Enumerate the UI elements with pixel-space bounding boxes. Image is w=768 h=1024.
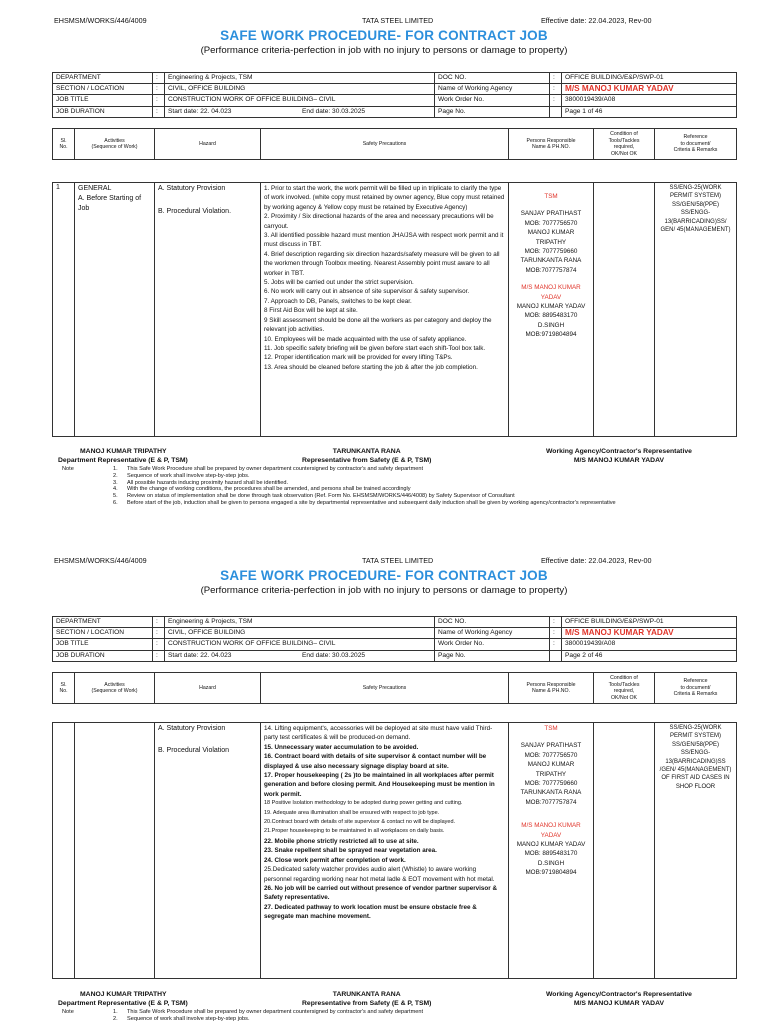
precaution-item: 6. No work will carry out in absence of site supervisor & safety supervisor. bbox=[264, 288, 470, 296]
precaution-item: 3. All identified possible hazard must mention JHA/JSA with respect work permit and it must discuss in TBT. bbox=[264, 232, 504, 249]
column-header-table bbox=[52, 128, 737, 160]
note-text: Review on status of implementation shall be done through task observation (Ref. Form No. EHSMSM/WORKS/446/4008) by Safety Supervisor of Consultant bbox=[127, 493, 515, 500]
page-no-label: Page No. bbox=[435, 650, 550, 661]
notes-block bbox=[62, 466, 742, 507]
precaution-item: 2. Proximity / Six directional hazards of the area and necessary precautions will be carryout. bbox=[264, 213, 494, 230]
precaution-item: 21.Proper housekeeping to be maintained in all workplaces on daily basis. bbox=[264, 828, 445, 835]
section-label: SECTION / LOCATION bbox=[53, 628, 153, 639]
col-sl-label: Sl. No. bbox=[59, 137, 68, 150]
col-reference-label: Reference to document/ Criteria & Remarks bbox=[673, 134, 718, 154]
column-header-table bbox=[52, 672, 737, 704]
job-title-value: CONSTRUCTION WORK OF OFFICE BUILDING– CIVIL bbox=[165, 95, 435, 106]
col-precautions: Safety Precautions bbox=[261, 673, 509, 704]
signature-safety bbox=[302, 990, 431, 1008]
note-text: This Safe Work Procedure shall be prepared by owner department countersigned by contractor's and safety department bbox=[127, 466, 424, 472]
job-title-label: JOB TITLE bbox=[53, 95, 153, 106]
colon: : bbox=[153, 617, 165, 628]
col-hazard: Hazard bbox=[155, 129, 261, 160]
precaution-item: 12. Proper identification mark will be provided for every lifting T&Ps. bbox=[264, 354, 453, 362]
row-persons bbox=[509, 723, 594, 979]
company-name: TATA STEEL LIMITED bbox=[362, 556, 434, 565]
person-name: MANOJ KUMAR TRIPATHY bbox=[527, 761, 575, 778]
person-mobile: MOB:9719804894 bbox=[525, 331, 577, 339]
colon: : bbox=[550, 95, 562, 106]
row-hazard bbox=[155, 183, 261, 437]
note-text: All possible hazards inducing proximity hazard shall be identified. bbox=[127, 479, 289, 486]
section-value: CIVIL, OFFICE BUILDING bbox=[165, 84, 435, 95]
safety-rep-role: Representative from Safety (E & P, TSM) bbox=[302, 457, 432, 464]
col-reference-label: Reference to document/ Criteria & Remarks bbox=[673, 678, 718, 698]
row-reference: SS/ENG-25(WORK PERMIT SYSTEM) SS/GEN/58(PPE) SS/ENGG-13(BARRICADING)SS /GEN/ 45(MANAGEMENT) OF FIRST AID CASES IN SHOP FLOOR bbox=[655, 723, 737, 979]
page-no-value: Page 2 of 46 bbox=[562, 650, 737, 661]
person-name: MANOJ KUMAR TRIPATHY bbox=[527, 229, 575, 246]
col-persons bbox=[509, 129, 594, 160]
document-title: SAFE WORK PROCEDURE- FOR CONTRACT JOB bbox=[220, 28, 548, 43]
info-table bbox=[52, 616, 737, 662]
colon: : bbox=[550, 639, 562, 650]
col-sl bbox=[53, 129, 75, 160]
note-4: 4. With the change of working conditions, the procedures shall be amended, and persons shall be trained accordingly bbox=[62, 486, 742, 493]
safety-rep-name: TARUNKANTA RANA bbox=[332, 448, 401, 455]
person-name: D.SINGH bbox=[537, 321, 565, 329]
col-hazard: Hazard bbox=[155, 673, 261, 704]
sheet-page-2 bbox=[0, 554, 768, 1024]
agency-rep-role: Working Agency/Contractor's Representative bbox=[546, 991, 692, 998]
person-mobile: MOB: 7077759660 bbox=[524, 248, 578, 256]
agency-rep-name: M/S MANOJ KUMAR YADAV bbox=[573, 457, 665, 464]
person-mobile: MOB:9719804894 bbox=[525, 869, 577, 877]
colon: : bbox=[550, 628, 562, 639]
person-mobile: MOB:7077757874 bbox=[525, 266, 577, 274]
row-persons bbox=[509, 183, 594, 437]
row-sl bbox=[53, 723, 75, 979]
row-condition bbox=[594, 723, 655, 979]
col-persons-label: Persons Responsible Name & PH.NO. bbox=[526, 137, 576, 150]
note-2: 2. Sequence of work shall involve step-by-step jobs. bbox=[62, 1016, 742, 1023]
colon: : bbox=[153, 650, 165, 661]
col-condition-label: Condition of Tools/Tackles required, OK/Not OK bbox=[608, 131, 640, 157]
agency-contractor: M/S MANOJ KUMAR YADAV bbox=[521, 284, 581, 301]
dept-rep-role: Department Representative (E & P, TSM) bbox=[58, 1000, 188, 1007]
effective-date: Effective date: 22.04.2023, Rev-00 bbox=[541, 16, 652, 25]
precaution-item: 13. Area should be cleaned before starting the job & after the job completion. bbox=[264, 363, 478, 371]
procedure-table bbox=[52, 722, 737, 979]
person-name: MANOJ KUMAR YADAV bbox=[516, 841, 586, 849]
col-persons bbox=[509, 673, 594, 704]
end-date: End date: 30.03.2025 bbox=[302, 107, 366, 115]
job-title-label: JOB TITLE bbox=[53, 639, 153, 650]
work-order-value: 3800019439/A08 bbox=[562, 639, 737, 650]
col-reference bbox=[655, 129, 737, 160]
end-date: End date: 30.03.2025 bbox=[302, 651, 366, 659]
precaution-item: 9 Skill assessment should be done all the workers as per category and deploy the relevant job activities. bbox=[264, 316, 492, 334]
precaution-item: 15. Unnecessary water accumulation to be avoided. bbox=[264, 743, 419, 751]
start-date: Start date: 22. 04.023 bbox=[168, 651, 232, 659]
colon: : bbox=[153, 95, 165, 106]
document-subtitle: (Performance criteria-perfection in job with no injury to persons or damage to property) bbox=[200, 45, 568, 56]
person-mobile: MOB: 7077759660 bbox=[524, 780, 578, 788]
doc-no-label: DOC NO. bbox=[435, 617, 550, 628]
procedure-table bbox=[52, 182, 737, 437]
note-2: 2. Sequence of work shall involve step-by-step jobs. bbox=[62, 473, 742, 480]
job-dates bbox=[165, 106, 435, 117]
col-activities bbox=[75, 129, 155, 160]
agency-contractor: M/S MANOJ KUMAR YADAV bbox=[521, 822, 581, 839]
col-condition-label: Condition of Tools/Tackles required, OK/Not OK bbox=[608, 675, 640, 701]
col-reference bbox=[655, 673, 737, 704]
notes-label: Note bbox=[62, 466, 74, 472]
colon: : bbox=[153, 84, 165, 95]
precaution-item: 7. Approach to DB, Panels, switches to be kept clear. bbox=[264, 297, 412, 305]
department-value: Engineering & Projects, TSM bbox=[165, 73, 435, 84]
col-precautions: Safety Precautions bbox=[261, 129, 509, 160]
row-activity bbox=[75, 723, 155, 979]
col-activities bbox=[75, 673, 155, 704]
person-mobile: MOB: 7077756570 bbox=[524, 219, 578, 227]
col-condition bbox=[594, 129, 655, 160]
department-label: DEPARTMENT bbox=[53, 73, 153, 84]
person-name: SANJAY PRATIHAST bbox=[520, 742, 582, 750]
doc-no-value: OFFICE BUILDING/E&P/SWP-01 bbox=[562, 73, 737, 84]
precaution-item: 11. Job specific safety briefing will be given before start each shift-Tool box talk. bbox=[264, 344, 486, 352]
activity-text: GENERAL A. Before Starting of Job bbox=[78, 185, 142, 212]
job-duration-label: JOB DURATION bbox=[53, 106, 153, 117]
safety-rep-name: TARUNKANTA RANA bbox=[332, 991, 401, 998]
col-persons-label: Persons Responsible Name & PH.NO. bbox=[526, 681, 576, 694]
work-order-label: Work Order No. bbox=[435, 639, 550, 650]
colon: : bbox=[153, 73, 165, 84]
notes-block bbox=[62, 1009, 742, 1023]
hazard-statutory: A. Statutory Provision bbox=[158, 185, 226, 192]
precaution-item: 27. Dedicated pathway to work location must be ensure obstacle free & segregate man machine movement. bbox=[264, 903, 477, 921]
header-line bbox=[0, 14, 768, 28]
page-no-value: Page 1 of 46 bbox=[562, 106, 737, 117]
precaution-item: 18 Positive Isolation methodology to be adopted during power getting and cutting. bbox=[264, 800, 463, 807]
department-value: Engineering & Projects, TSM bbox=[165, 617, 435, 628]
doc-ref: EHSMSM/WORKS/446/4009 bbox=[54, 556, 147, 565]
agency-tsm: TSM bbox=[544, 193, 558, 200]
department-label: DEPARTMENT bbox=[53, 617, 153, 628]
job-title-value: CONSTRUCTION WORK OF OFFICE BUILDING– CIVIL bbox=[165, 639, 435, 650]
agency-value: M/S MANOJ KUMAR YADAV bbox=[562, 628, 737, 639]
person-mobile: MOB: 7077756570 bbox=[524, 751, 578, 759]
note-3: 3. All possible hazards inducing proximity hazard shall be identified. bbox=[62, 480, 742, 487]
safety-rep-role: Representative from Safety (E & P, TSM) bbox=[302, 1000, 432, 1007]
precaution-item: 24. Close work permit after completion of work. bbox=[264, 856, 406, 864]
person-mobile: MOB: 8895483170 bbox=[524, 312, 578, 320]
doc-no-value: OFFICE BUILDING/E&P/SWP-01 bbox=[562, 617, 737, 628]
agency-rep-role: Working Agency/Contractor's Representative bbox=[546, 448, 692, 455]
note-5: 5. Review on status of implementation shall be done through task observation (Ref. Form No. EHSMSM/WORKS/446/4008) by Safety Supervisor of Consultant bbox=[62, 493, 742, 500]
signature-agency bbox=[546, 447, 692, 465]
signature-safety bbox=[302, 447, 431, 465]
hazard-procedural: B. Procedural Violation bbox=[158, 747, 230, 754]
dept-rep-role: Department Representative (E & P, TSM) bbox=[58, 457, 188, 464]
colon: : bbox=[550, 84, 562, 95]
person-mobile: MOB:7077757874 bbox=[525, 798, 577, 806]
col-activities-label: Activities (Sequence of Work) bbox=[91, 137, 138, 150]
work-order-label: Work Order No. bbox=[435, 95, 550, 106]
effective-date: Effective date: 22.04.2023, Rev-00 bbox=[541, 556, 652, 565]
col-sl-label: Sl. No. bbox=[59, 681, 68, 694]
col-activities-label: Activities (Sequence of Work) bbox=[91, 681, 138, 694]
precaution-item: 17. Proper housekeeping ( 2s )to be maintained in all workplaces after permit generation and before closing permit. And Housekeeping must be mention in work permit. bbox=[264, 772, 495, 798]
precaution-item: 25.Dedicated safety watcher provides audio alert (Whistle) to aware working personnel regarding working near hot metal ladle & EOT movement with hot metal. bbox=[264, 866, 495, 883]
row-precautions bbox=[261, 183, 509, 437]
work-order-value: 3800019439/A08 bbox=[562, 95, 737, 106]
person-name: D.SINGH bbox=[537, 859, 565, 867]
colon: : bbox=[550, 617, 562, 628]
colon bbox=[550, 106, 562, 117]
section-value: CIVIL, OFFICE BUILDING bbox=[165, 628, 435, 639]
note-1: 1. This Safe Work Procedure shall be prepared by owner department countersigned by contractor's and safety department bbox=[62, 466, 742, 473]
dept-rep-name: MANOJ KUMAR TRIPATHY bbox=[80, 448, 167, 455]
note-text: This Safe Work Procedure shall be prepared by owner department countersigned by contractor's and safety department bbox=[127, 1009, 424, 1015]
precaution-item: 20.Contract board with details of site supervisor & contact no will be displayed. bbox=[264, 819, 456, 826]
colon bbox=[550, 650, 562, 661]
colon: : bbox=[153, 639, 165, 650]
colon: : bbox=[550, 73, 562, 84]
colon: : bbox=[153, 628, 165, 639]
page-no-label: Page No. bbox=[435, 106, 550, 117]
hazard-procedural: B. Procedural Violation. bbox=[158, 208, 232, 215]
row-hazard bbox=[155, 723, 261, 979]
note-text: With the change of working conditions, the procedures shall be amended, and persons shall be trained accordingly bbox=[127, 486, 411, 493]
job-duration-label: JOB DURATION bbox=[53, 650, 153, 661]
person-mobile: MOB: 8895483170 bbox=[524, 850, 578, 858]
note-text: Before start of the job, induction shall be given to persons engaged a site by departmental representative and subsequent daily induction shall be given by working agency/contractor's representative bbox=[127, 499, 616, 506]
col-condition bbox=[594, 673, 655, 704]
note-1: 1. This Safe Work Procedure shall be prepared by owner department countersigned by contractor's and safety department bbox=[62, 1009, 742, 1016]
start-date: Start date: 22. 04.023 bbox=[168, 107, 232, 115]
section-label: SECTION / LOCATION bbox=[53, 84, 153, 95]
signature-agency bbox=[546, 990, 692, 1008]
person-name: TARUNKANTA RANA bbox=[520, 257, 582, 265]
precaution-item: 26. No job will be carried out without presence of vendor partner supervisor & Safety representative. bbox=[264, 884, 498, 902]
row-condition bbox=[594, 183, 655, 437]
document-subtitle: (Performance criteria-perfection in job with no injury to persons or damage to property) bbox=[200, 585, 568, 596]
row-activity bbox=[75, 183, 155, 437]
precaution-item: 5. Jobs will be carried out under the strict supervision. bbox=[264, 279, 414, 287]
person-name: SANJAY PRATIHAST bbox=[520, 210, 582, 218]
hazard-statutory: A. Statutory Provision bbox=[158, 725, 226, 732]
note-text: Sequence of work shall involve step-by-step jobs. bbox=[127, 1015, 250, 1022]
col-sl bbox=[53, 673, 75, 704]
precaution-item: 1. Prior to start the work, the work permit will be filled up in triplicate to clarify the type of work involved. (white copy must retained by owner agency, Blue copy must retained by working agency & Yellow copy must be retained by Executive Agency) bbox=[264, 185, 505, 211]
sheet-page-1 bbox=[0, 14, 768, 524]
signature-department bbox=[58, 990, 188, 1008]
agency-value: M/S MANOJ KUMAR YADAV bbox=[562, 84, 737, 95]
note-6: 6. Before start of the job, induction shall be given to persons engaged a site by departmental representative and subsequent daily induction shall be given by working agency/contractor's representative bbox=[62, 500, 742, 507]
person-name: MANOJ KUMAR YADAV bbox=[516, 303, 586, 311]
notes-label: Note bbox=[62, 1009, 74, 1015]
person-name: TARUNKANTA RANA bbox=[520, 789, 582, 797]
precaution-item: 23. Snake repellent shall be sprayed near vegetation area. bbox=[264, 847, 437, 855]
signature-department bbox=[58, 447, 188, 465]
company-name: TATA STEEL LIMITED bbox=[362, 16, 434, 25]
doc-ref: EHSMSM/WORKS/446/4009 bbox=[54, 16, 147, 25]
note-text: Sequence of work shall involve step-by-step jobs. bbox=[127, 472, 250, 479]
agency-rep-name: M/S MANOJ KUMAR YADAV bbox=[573, 1000, 665, 1007]
dept-rep-name: MANOJ KUMAR TRIPATHY bbox=[80, 991, 167, 998]
precaution-item: 16. Contract board with details of site supervisor & contact number will be displayed & use also necessary signage display board at site. bbox=[264, 753, 487, 770]
colon: : bbox=[153, 106, 165, 117]
precaution-item: 14. Lifting equipment's, accessories will be deployed at site must have valid Third-party test certificates & will be produced-on demand. bbox=[264, 725, 493, 742]
header-line bbox=[0, 554, 768, 568]
precaution-item: 22. Mobile phone strictly restricted all to use at site. bbox=[264, 837, 419, 845]
job-dates bbox=[165, 650, 435, 661]
info-table bbox=[52, 72, 737, 118]
row-precautions bbox=[261, 723, 509, 979]
row-reference: SS/ENG-25(WORK PERMIT SYSTEM) SS/GEN/58(PPE) SS/ENGG-13(BARRICADING)SS/ GEN/ 45(MANAGEMENT) bbox=[655, 183, 737, 437]
precaution-item: 10. Employees will be made acquainted with the use of safety appliance. bbox=[264, 335, 467, 343]
precaution-item: 8 First Aid Box will be kept at site. bbox=[264, 307, 358, 315]
agency-label: Name of Working Agency bbox=[435, 628, 550, 639]
agency-label: Name of Working Agency bbox=[435, 84, 550, 95]
precaution-item: 19. Adequate area illumination shall be ensured with respect to job type. bbox=[264, 809, 440, 816]
agency-tsm: TSM bbox=[544, 725, 558, 732]
precaution-item: 4. Brief description regarding six direction hazards/safety measure will be given to all the workmen through Toolbox meeting. Nearest Assembly point must aware to all worker in TBT. bbox=[264, 250, 500, 277]
document-title: SAFE WORK PROCEDURE- FOR CONTRACT JOB bbox=[220, 568, 548, 583]
doc-no-label: DOC NO. bbox=[435, 73, 550, 84]
row-sl: 1 bbox=[53, 183, 75, 437]
